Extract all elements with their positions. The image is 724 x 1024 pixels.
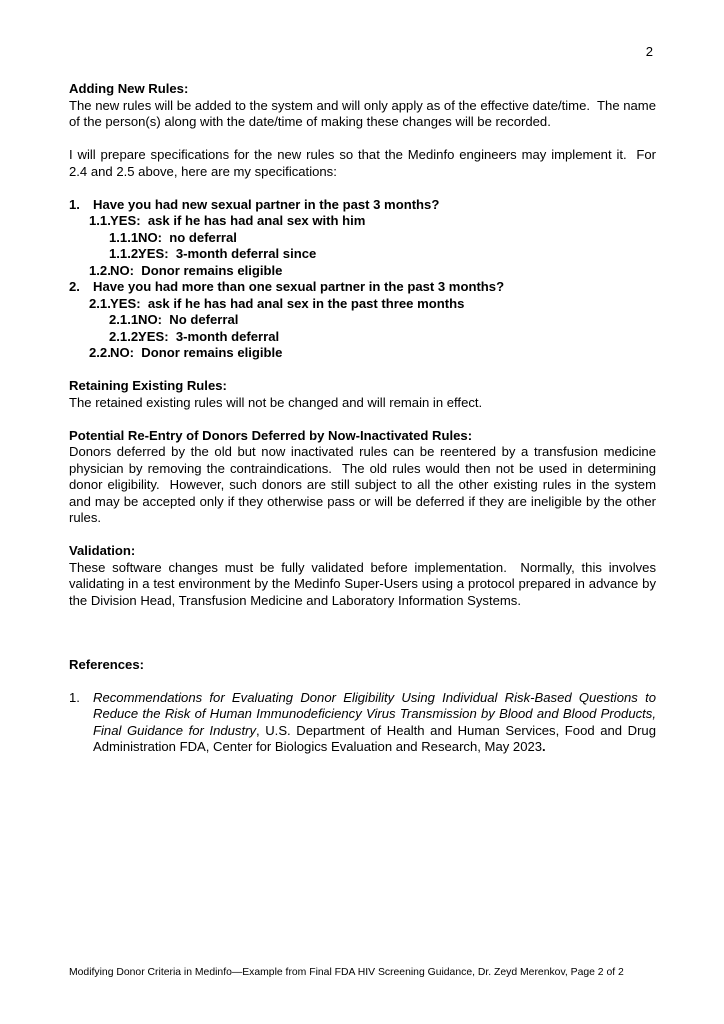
list-item-number: 2.2. (89, 345, 111, 360)
list-item-text: NO: Donor remains eligible (110, 345, 283, 360)
list-item-number: 2.1.1. (109, 312, 142, 327)
spec-list-item (69, 197, 656, 214)
spec-list-item (69, 263, 656, 280)
reference-text (93, 690, 656, 756)
list-item-number: 1.1. (89, 213, 111, 228)
list-item-number: 1. (69, 196, 80, 212)
section-heading-adding-new-rules: Adding New Rules: (69, 81, 189, 96)
page-content (69, 81, 660, 756)
list-item-number: 2.1.2. (109, 328, 142, 344)
reentry-of-donors-paragraph: Donors deferred by the old but now inactivated rules can be reentered by a transfusion medicine physician by removing the contraindications. The old rules would then not be used in determining donor eligibility. However, such donors are still subject to all the other existing rules in the system and may be accepted only if they otherwise pass or will be deferred if they are ineligible by the other rules. (69, 444, 660, 525)
spec-list-item (69, 279, 656, 296)
list-item-text: Have you had new sexual partner in the past 3 months? (93, 196, 440, 212)
spec-list-item (69, 329, 656, 346)
specification-list (69, 197, 656, 362)
list-item-text: YES: 3-month deferral (138, 328, 280, 344)
adding-new-rules-paragraph: The new rules will be added to the system and will only apply as of the effective date/time. The name of the person(s) along with the date/time of making these changes will be recorded. (69, 97, 660, 129)
spec-list-item (69, 345, 656, 362)
reference-item (69, 690, 656, 756)
list-item-number: 2. (69, 279, 80, 294)
list-item-text: NO: Donor remains eligible (110, 262, 283, 278)
section-heading-retaining-existing-rules: Retaining Existing Rules: (69, 378, 227, 393)
spacer (69, 640, 656, 657)
section-heading-reentry-of-donors: Potential Re-Entry of Donors Deferred by Now-Inactivated Rules: (69, 427, 473, 443)
list-item-text: NO: No deferral (138, 312, 239, 327)
spacer (69, 362, 656, 379)
reference-number: 1. (69, 689, 80, 705)
spec-list-item (69, 312, 656, 329)
list-item-text: NO: no deferral (138, 229, 237, 245)
list-item-text: YES: ask if he has had anal sex in the past three months (110, 295, 465, 311)
page-number: 2 (645, 44, 653, 59)
spec-list-item (69, 246, 656, 263)
spacer (69, 527, 656, 544)
spacer (69, 180, 656, 197)
validation-paragraph: These software changes must be fully validated before implementation. Normally, this involves validating in a test environment by the Medinfo Super-Users using a protocol prepared in advance by the Division Head, Transfusion Medicine and Laboratory Information Systems. (69, 559, 660, 608)
spec-list-item (69, 213, 656, 230)
list-item-text: YES: ask if he has had anal sex with him (110, 213, 366, 228)
section-heading-validation: Validation: (69, 543, 136, 558)
list-item-text: Have you had more than one sexual partner in the past 3 months? (93, 279, 505, 294)
specifications-intro-paragraph: I will prepare specifications for the new rules so that the Medinfo engineers may implement it. For 2.4 and 2.5 above, here are my specifications: (69, 147, 660, 179)
reference-terminal-period: . (542, 739, 546, 754)
spec-list-item (69, 296, 656, 313)
reference-publisher: , U.S. Department of Health and Human Services, Food and Drug Administration FDA, Center for Biologics Evaluation and Research, May 2023 (93, 722, 656, 754)
section-heading-references: References: (69, 656, 144, 672)
retaining-existing-rules-paragraph: The retained existing rules will not be changed and will remain in effect. (69, 394, 483, 410)
spacer (69, 131, 656, 148)
spacer (69, 673, 656, 690)
spacer (69, 411, 656, 428)
list-item-number: 1.2. (89, 262, 111, 278)
list-item-text: YES: 3-month deferral since (138, 246, 317, 261)
list-item-number: 1.1.1. (109, 229, 142, 245)
spacer (69, 609, 656, 640)
reference-title: Recommendations for Evaluating Donor Eligibility Using Individual Risk-Based Questions to Reduce the Risk of Human Immunodeficiency Virus Transmission by Blood and Blood Products, Final Guidance for Industry (93, 689, 656, 738)
list-item-number: 2.1. (89, 295, 111, 311)
spec-list-item (69, 230, 656, 247)
page-footer: Modifying Donor Criteria in Medinfo—Example from Final FDA HIV Screening Guidance, Dr. Zeyd Merenkov, Page 2 of 2 (69, 967, 624, 978)
list-item-number: 1.1.2. (109, 246, 142, 261)
